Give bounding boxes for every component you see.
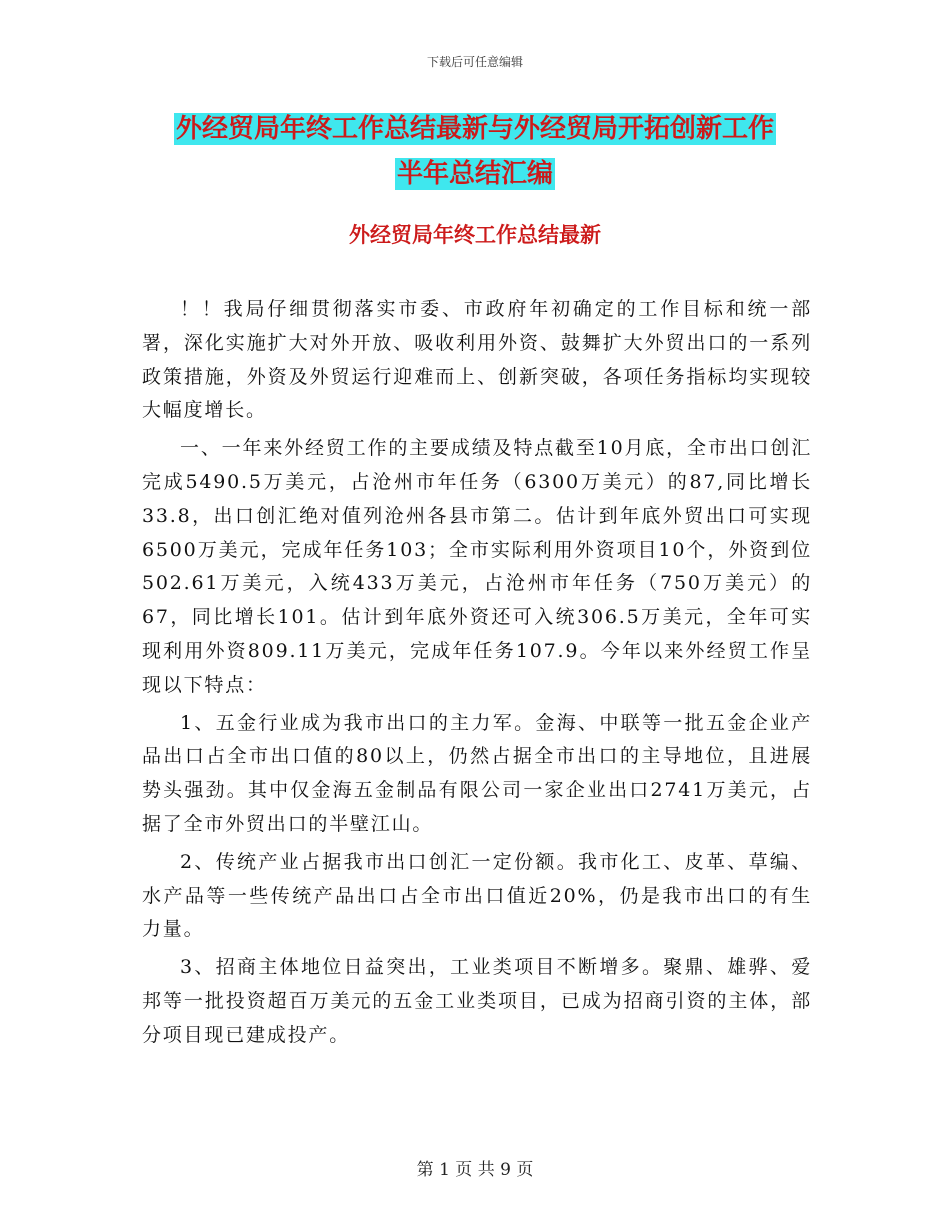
document-title-line-1 xyxy=(0,110,950,148)
section-heading: 外经贸局年终工作总结最新 xyxy=(349,223,601,247)
paragraph-point-1: 1、五金行业成为我市出口的主力军。金海、中联等一批五金企业产品出口占全市出口值的80以上，仍然占据全市出口的主导地位，且进展势头强劲。其中仅金海五金制品有限公司一家企业出口2741万美元，占据了全市外贸出口的半壁江山。 xyxy=(142,711,812,835)
paragraph-point-3: 3、招商主体地位日益突出，工业类项目不断增多。聚鼎、雄骅、爱邦等一批投资超百万美元的五金工业类项目，已成为招商引资的主体，部分项目现已建成投产。 xyxy=(142,956,812,1046)
page-number: 第 1 页 共 9 页 xyxy=(416,1160,534,1180)
document-title-line-2 xyxy=(0,155,950,193)
paragraph-point-2: 2、传统产业占据我市出口创汇一定份额。我市化工、皮革、草编、水产品等一些传统产品出口占全市出口值近20%，仍是我市出口的有生力量。 xyxy=(142,850,812,941)
document-body xyxy=(142,293,812,1053)
paragraph-intro: ！！我局仔细贯彻落实市委、市政府年初确定的工作目标和统一部署，深化实施扩大对外开放、吸收利用外资、鼓舞扩大外贸出口的一系列政策措施，外资及外贸运行迎难而上、创新突破，各项任务指标均实现较大幅度增长。 xyxy=(142,298,812,422)
title-highlight-1: 外经贸局年终工作总结最新与外经贸局开拓创新工作 xyxy=(175,114,774,144)
title-highlight-2: 半年总结汇编 xyxy=(396,159,553,189)
header-note: 下载后可任意编辑 xyxy=(426,55,523,69)
paragraph-achievements: 一、一年来外经贸工作的主要成绩及特点截至10月底，全市出口创汇完成5490.5万美元，占沧州市年任务（6300万美元）的87,同比增长33.8，出口创汇绝对值列沧州各县市第二。估计到年底外贸出口可实现6500万美元，完成年任务103；全市实际利用外资项目10个，外资到位502.61万美元，入统433万美元，占沧州市年任务（750万美元）的67，同比增长101。估计到年底外资还可入统306.5万美元，全年可实现利用外资809.11万美元，完成年任务107.9。今年以来外经贸工作呈现以下特点： xyxy=(142,437,812,696)
